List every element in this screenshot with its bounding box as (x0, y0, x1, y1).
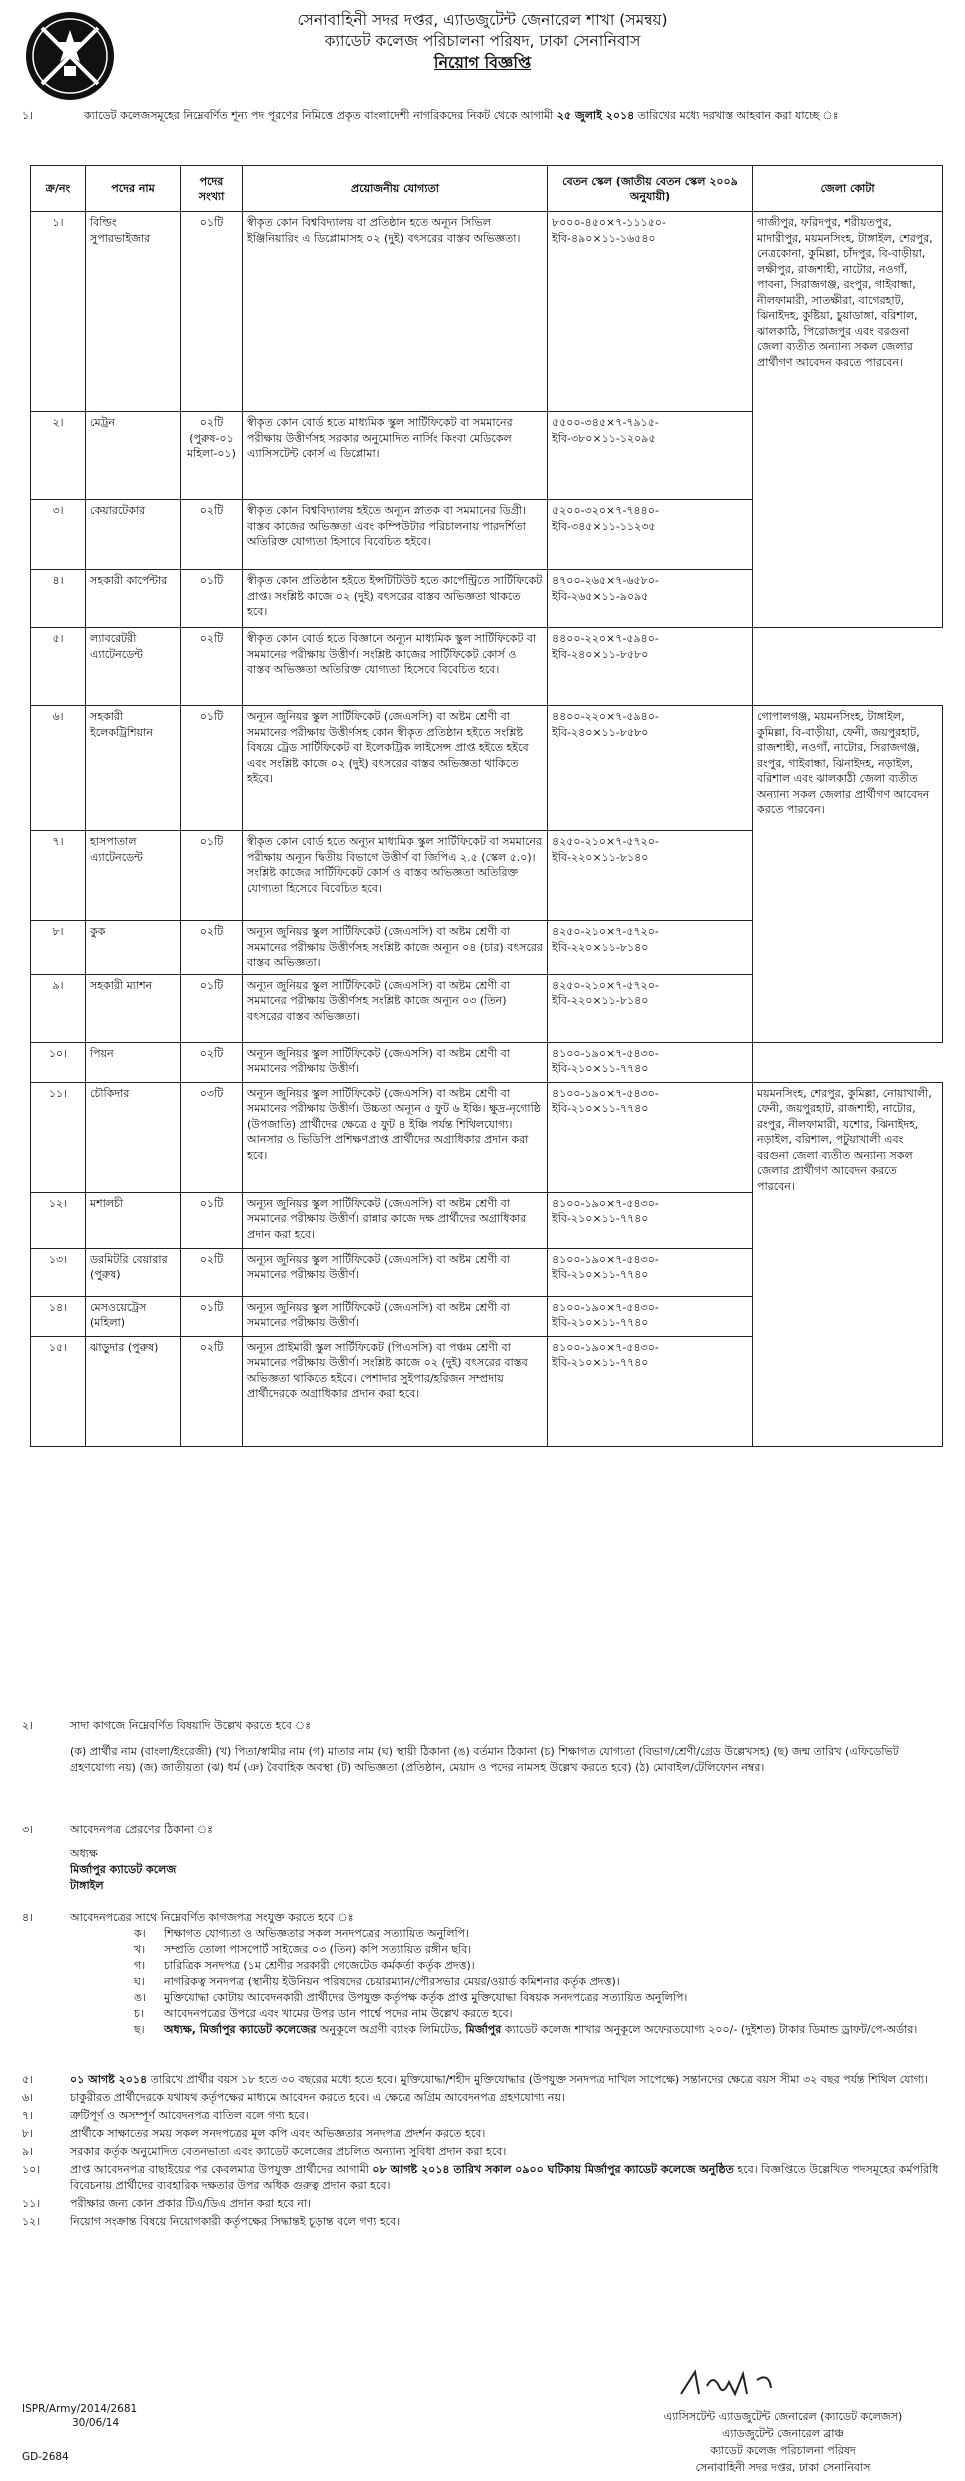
pay-scale-cell: ৫২০০-৩২০×৭-৭৪৪০-ইবি-৩৪৫×১১-১১২৩৫ (548, 500, 753, 570)
post-name-cell: ঝাড়ুদার (পুরুষ) (86, 1336, 181, 1446)
rule-pre-text: পরীক্ষার জন্য কোন প্রকার টিএ/ডিএ প্রদান করা হবে না। (70, 2197, 311, 2210)
rule-text (70, 2196, 945, 2212)
list-item-key: ঘ। (134, 1975, 145, 1988)
rule-text (70, 2214, 945, 2230)
pay-scale-cell: ৪২৫০-২১০×৭-৫৭২০-ইবি-২২০×১১-৮১৪০ (548, 831, 753, 921)
serial-cell: ৭। (31, 831, 86, 921)
rule-pre-text: চাকুরীরত প্রার্থীদেরকে যথাযথ কর্তৃপক্ষের মাধ্যমে আবেদন করতে হবে। এ ক্ষেত্রে অগ্রিম আবেদনপত্র গ্রহণযোগ্য নয়। (70, 2091, 565, 2104)
rule-text (70, 2072, 945, 2088)
table-row (31, 706, 943, 831)
intro-text-a: ক্যাডেট কলেজসমূহের নিম্নেবর্ণিত শূন্য পদ পূরণের নিমিত্তে প্রকৃত বাংলাদেশী নাগরিকদের নিকট থেকে আগামী (84, 109, 557, 122)
header-serial: ক্র/নং (31, 166, 86, 212)
post-count-cell: ০১টি (181, 831, 243, 921)
list-item-key: ছ। (134, 2023, 145, 2036)
header-post-name: পদের নাম (86, 166, 181, 212)
vacancy-table (30, 165, 943, 1447)
list-item-text: শিক্ষাগত যোগ্যতা ও অভিজ্ঞতার সকল সনদপত্রের সত্যায়িত অনুলিপি। (164, 1927, 470, 1940)
post-name-cell: পিয়ন (86, 1042, 181, 1082)
post-count-cell: ০২টি (181, 921, 243, 975)
intro-text-b: তারিখের মধ্যে দরখাস্ত আহবান করা যাচ্ছে ঃ (634, 109, 839, 122)
bank-branch: মির্জাপুর (465, 2023, 502, 2036)
post-name-cell: কেয়ারটেকার (86, 500, 181, 570)
rule-bold-text: ০১ আগষ্ট ২০১৪ (70, 2073, 148, 2086)
post-name-cell: চৌকিদার (86, 1082, 181, 1192)
serial-cell: ৬। (31, 706, 86, 831)
signatory-line-1: এ্যাসিসটেন্ট এ্যাডজুটেন্ট জেনারেল (ক্যাডেট কলেজস) (663, 2410, 903, 2423)
rule-bold-text: ০৮ আগষ্ট ২০১৪ তারিখ সকাল ০৯০০ ঘটিকায় মির্জাপুর ক্যাডেট কলেজে অনুষ্ঠিত (372, 2163, 734, 2176)
intro-deadline: ২৫ জুলাই ২০১৪ (556, 109, 635, 122)
post-name-cell: ল্যাবরেটরী এ্যাটেনডেন্ট (86, 628, 181, 706)
rule-number: ৮। (22, 2127, 34, 2140)
post-count-cell: ০১টি (181, 1192, 243, 1248)
post-name-cell: ডরমিটরি বেয়ারার (পুরুষ) (86, 1248, 181, 1296)
post-name-cell: কুক (86, 921, 181, 975)
table-row (31, 1082, 943, 1192)
serial-cell: ১। (31, 212, 86, 412)
serial-cell: ১৩। (31, 1248, 86, 1296)
serial-cell: ১৫। (31, 1336, 86, 1446)
rule-text (70, 2108, 945, 2124)
gd-code: GD-2684 (22, 2451, 69, 2463)
organization-title (0, 10, 965, 74)
rule-text (70, 2090, 945, 2106)
rule-number: ৭। (22, 2109, 34, 2122)
post-count-cell: ০২টি (181, 628, 243, 706)
list-item-text: নাগরিকত্ব সনদপত্র (স্থানীয় ইউনিয়ন পরিষদের চেয়ারম্যান/পৌরসভার মেয়র/ওয়ার্ড কমিশনার কর্তৃক প্রদত্ত)। (164, 1975, 620, 1988)
post-name-cell: বিল্ডিং সুপারভাইজার (86, 212, 181, 412)
section-2-text: সাদা কাগজে নিম্নেবর্ণিত বিষয়াদি উল্লেখ করতে হবে ঃ (70, 1719, 312, 1732)
district-quota-cell: ময়মনসিংহ, শেরপুর, কুমিল্লা, নোয়াখালী, ফেনী, জয়পুরহাট, রাজশাহী, নাটোর, রংপুর, নীলফামারী, যশোর, ঝিনাইদহ, নড়াইল, বরিশাল, পটুয়াখালী এবং বরগুনা জেলা ব্যতীত অন্যান্য সকল জেলার প্রার্থীগণ আবেদন করতে পারবেন। (753, 1082, 943, 1446)
pay-scale-cell: ৪১০০-১৯০×৭-৫৪৩০-ইবি-২১০×১১-৭৭৪০ (548, 1082, 753, 1192)
rule-item (22, 2214, 945, 2230)
rule-item (22, 2196, 945, 2212)
pay-scale-cell: ৫৫০০-৩৪৫×৭-৭৯১৫-ইবি-৩৮০×১১-১২০৯৫ (548, 412, 753, 500)
post-count-cell: ০২টি (181, 1042, 243, 1082)
post-count-cell: ০১টি (181, 212, 243, 412)
table-row (31, 1042, 943, 1082)
pay-scale-cell: ৪২৫০-২১০×৭-৫৭২০-ইবি-২২০×১১-৮১৪০ (548, 921, 753, 975)
section-2 (22, 1718, 945, 1776)
header-post-count: পদের সংখ্যা (181, 166, 243, 212)
post-count-cell: ০১টি (181, 570, 243, 628)
rules-section (22, 2072, 945, 2232)
address-line-3: টাঙ্গাইল (70, 1879, 104, 1892)
rule-post-text: তারিখে প্রার্থীর বয়স ১৮ হতে ৩০ বছরের মধ্যে হতে হবে। মুক্তিযোদ্ধা/শহীদ মুক্তিযোদ্ধার (উপযুক্ত সনদপত্র দাখিল সাপেক্ষে) সন্তানদের ক্ষেত্রে বয়স সীমা ৩২ বছর পর্যন্ত শিথিল যোগ্য। (147, 2073, 928, 2086)
rule-pre-text: সরকার কর্তৃক অনুমোদিত বেতনভাতা এবং ক্যাডেট কলেজের প্রচলিত অন্যান্য সুবিধা প্রদান করা হবে। (70, 2145, 507, 2158)
list-item (134, 1974, 945, 1990)
post-name-cell: হাসপাতাল এ্যাটেনডেন্ট (86, 831, 181, 921)
pay-scale-cell: ৪১০০-১৯০×৭-৫৪৩০-ইবি-২১০×১১-৭৭৪০ (548, 1248, 753, 1296)
table-header-row (31, 166, 943, 212)
address-line-1: অধ্যক্ষ (70, 1847, 98, 1860)
pay-scale-cell: ৪২৫০-২১০×৭-৫৭২০-ইবি-২২০×১১-৮১৪০ (548, 974, 753, 1042)
rule-item (22, 2108, 945, 2124)
rule-item (22, 2072, 945, 2088)
notice-title: নিয়োগ বিজ্ঞপ্তি (433, 53, 532, 72)
pay-scale-cell: ৪১০০-১৯০×৭-৫৪৩০-ইবি-২১০×১১-৭৭৪০ (548, 1042, 753, 1082)
rule-item (22, 2162, 945, 2194)
qualification-cell: অন্যূন জুনিয়র স্কুল সার্টিফিকেট (জেএসসি) বা অষ্টম শ্রেণী বা সমমানের পরীক্ষায় উত্তীর্ণ। (243, 1296, 548, 1336)
serial-cell: ৫। (31, 628, 86, 706)
qualification-cell: অন্যূন জুনিয়র স্কুল সার্টিফিকেট (জেএসসি) বা অষ্টম শ্রেণী বা সমমানের পরীক্ষায় উত্তীর্ণ। উচ্চতা অন্যূন ৫ ফুট ৬ ইঞ্চি। ক্ষুদ্র-নৃগোষ্ঠি (উপজাতি) প্রার্থীদের ক্ষেত্রে ৫ ফুট ৪ ইঞ্চি পর্যন্ত শিথিলযোগ্য। আনসার ও ভিডিপি প্রশিক্ষণপ্রাপ্ত প্রার্থীদের অগ্রাধিকার প্রদান করা হবে। (243, 1082, 548, 1192)
list-item (134, 2006, 945, 2022)
signature-mark (623, 2360, 943, 2408)
address-line-2: মির্জাপুর ক্যাডেট কলেজ (70, 1863, 177, 1876)
document-list (134, 1926, 945, 2022)
qualification-cell: স্বীকৃত কোন বোর্ড হতে বিজ্ঞানে অন্যূন মাধ্যমিক স্কুল সার্টিফিকেট বা সমমানের পরীক্ষায় উত্তীর্ণ। সংশ্লিষ্ট কাজের সার্টিফিকেট কোর্স ও বাস্তব অভিজ্ঞতা অতিরিক্ত যোগ্যতা হিসেবে বিবেচিত হবে। (243, 628, 548, 706)
bank-text: অনুকূলে অগ্রণী ব্যাংক লিমিটেড, (316, 2023, 466, 2036)
qualification-cell: স্বীকৃত কোন বোর্ড হতে অন্যূন মাধ্যমিক স্কুল সার্টিফিকেট বা সমমানের পরীক্ষায় অন্যূন দ্বিতীয় বিভাগে উত্তীর্ণ বা জিপিএ ২.৫ (স্কেল ৫.০)। সংশ্লিষ্ট কাজের সার্টিফিকেট কোর্স ও বাস্তব অভিজ্ঞতা অতিরিক্ত যোগ্যতা হিসেবে বিবেচিত হবে। (243, 831, 548, 921)
rule-item (22, 2144, 945, 2160)
list-item-key: গ। (134, 1959, 146, 1972)
payee-name: অধ্যক্ষ, মির্জাপুর ক্যাডেট কলেজের (164, 2023, 317, 2036)
header-line-2: ক্যাডেট কলেজ পরিচালনা পরিষদ, ঢাকা সেনানিবাস (324, 32, 641, 50)
pay-scale-cell: ৪১০০-১৯০×৭-৫৪৩০-ইবি-২১০×১১-৭৭৪০ (548, 1296, 753, 1336)
qualification-cell: অন্যূন প্রাইমারী স্কুল সার্টিফিকেট (পিএসসি) বা পঞ্চম শ্রেণী বা সমমানের পরীক্ষায় উত্তীর্ণ। সংশ্লিষ্ট কাজে ০২ (দুই) বৎসরের বাস্তব অভিজ্ঞতা থাকিতে হইবে। পেশাদার সুইপার/হরিজন সম্প্রদায় প্রার্থীদেরকে অগ্রাধিকার প্রদান করা হবে। (243, 1336, 548, 1446)
rule-pre-text: প্রার্থীকে সাক্ষাতের সময় সকল সনদপত্রের মূল কপি এবং অভিজ্ঞতার সনদপত্র প্রদর্শন করতে হবে। (70, 2127, 486, 2140)
qualification-cell: স্বীকৃত কোন বিশ্ববিদ্যালয় বা প্রতিষ্ঠান হতে অন্যূন সিভিল ইঞ্জিনিয়ারিং এ ডিপ্লোমাসহ ০২ (দুই) বৎসরের বাস্তব অভিজ্ঞতা। (243, 212, 548, 412)
serial-cell: ৩। (31, 500, 86, 570)
list-item (134, 1958, 945, 1974)
qualification-cell: স্বীকৃত কোন বোর্ড হতে মাধ্যমিক স্কুল সার্টিফিকেট বা সমমানের পরীক্ষায় উত্তীর্ণসহ সরকার অনুমোদিত নার্সিং কিংবা মেডিকেল এ্যাসিসটেন্ট কোর্স এ ডিপ্লোমা। (243, 412, 548, 500)
header (0, 0, 965, 122)
post-count-cell: ০১টি (181, 974, 243, 1042)
section-3-text: আবেদনপত্র প্রেরণের ঠিকানা ঃ (70, 1823, 213, 1836)
rule-pre-text: নিয়োগ সংক্রান্ত বিষয়ে নিয়োগকারী কর্তৃপক্ষের সিদ্ধান্তই চূড়ান্ত বলে গণ্য হবে। (70, 2215, 401, 2228)
qualification-cell: অন্যূন জুনিয়র স্কুল সার্টিফিকেট (জেএসসি) বা অষ্টম শ্রেণী বা সমমানের পরীক্ষায় উত্তীর্ণসহ সংশ্লিষ্ট কাজে অন্যূন ০৩ (তিন) বৎসরের বাস্তব অভিজ্ঞতা। (243, 974, 548, 1042)
header-line-1: সেনাবাহিনী সদর দপ্তর, এ্যাডজুটেন্ট জেনারেল শাখা (সমন্বয়) (297, 11, 668, 29)
serial-cell: ৯। (31, 974, 86, 1042)
post-count-cell: ০২টি (181, 1336, 243, 1446)
header-pay-scale: বেতন স্কেল (জাতীয় বেতন স্কেল ২০০৯ অনুযায়ী) (548, 166, 753, 212)
rule-text (70, 2144, 945, 2160)
list-item (134, 1926, 945, 1942)
rule-number: ৯। (22, 2145, 34, 2158)
post-count-cell: ০১টি (181, 706, 243, 831)
serial-cell: ১৪। (31, 1296, 86, 1336)
signatory-line-4: সেনাবাহিনী সদর দপ্তর, ঢাকা সেনানিবাস (695, 2461, 871, 2474)
list-item-text: সম্প্রতি তোলা পাসপোর্ট সাইজের ০৩ (তিন) কপি সত্যায়িত রঙ্গীন ছবি। (164, 1943, 472, 1956)
rule-text (70, 2162, 945, 2194)
intro-number: ১। (22, 109, 34, 122)
serial-cell: ১১। (31, 1082, 86, 1192)
list-item-text: মুক্তিযোদ্ধা কোটায় আবেদনকারী প্রার্থীদের উপযুক্ত কর্তৃপক্ষ কর্তৃক প্রাপ্ত মুক্তিযোদ্ধা বিষয়ক সনদপত্রের সত্যায়িত অনুলিপি। (164, 1991, 688, 2004)
section-3 (22, 1822, 945, 1894)
list-item-text: আবেদনপত্রের উপরে এবং খামের উপর ডান পার্শ্বে পদের নাম উল্লেখ করতে হবে। (164, 2007, 513, 2020)
rule-pre-text: প্রাপ্ত আবেদনপত্র বাছাইয়ের পর কেবলমাত্র উপযুক্ত প্রার্থীদের আগামী (70, 2163, 373, 2176)
signatory-line-3: ক্যাডেট কলেজ পরিচালনা পরিষদ (710, 2444, 856, 2457)
serial-cell: ১২। (31, 1192, 86, 1248)
pay-scale-cell: ৪৪০০-২২০×৭-৫৯৪০-ইবি-২৪০×১১-৮৫৮০ (548, 706, 753, 831)
rule-number: ১০। (22, 2163, 41, 2176)
post-name-cell: মশালচী (86, 1192, 181, 1248)
reference-date: 30/06/14 (72, 2417, 120, 2429)
list-item (134, 1942, 945, 1958)
section-3-number: ৩। (22, 1823, 34, 1836)
qualification-cell: অন্যূন জুনিয়র স্কুল সার্টিফিকেট (জেএসসি) বা অষ্টম শ্রেণী বা সমমানের পরীক্ষায় উত্তীর্ণ। (243, 1042, 548, 1082)
section-4 (22, 1910, 945, 2038)
rule-number: ১২। (22, 2215, 41, 2228)
draft-text: ক্যাডেট কলেজ শাখার অনুকূলে অফেরতযোগ্য ২০০/- (দুইশত) টাকার ডিমান্ড ড্রাফট/পে-অর্ডার। (501, 2023, 918, 2036)
post-count-cell: ০২টি (181, 500, 243, 570)
qualification-cell: স্বীকৃত কোন প্রতিষ্ঠান হইতে ইন্সটিটিউট হতে কার্পেন্ট্রিতে সার্টিফিকেট প্রাপ্ত। সংশ্লিষ্ট কাজে ০২ (দুই) বৎসরের বাস্তব অভিজ্ঞতা থাকতে হবে। (243, 570, 548, 628)
qualification-cell: অন্যূন জুনিয়র স্কুল সার্টিফিকেট (জেএসসি) বা অষ্টম শ্রেণী বা সমমানের পরীক্ষায় উত্তীর্ণ। রান্নার কাজে দক্ষ প্রার্থীদের অগ্রাধিকার প্রদান করা হবে। (243, 1192, 548, 1248)
qualification-cell: অন্যূন জুনিয়র স্কুল সার্টিফিকেট (জেএসসি) বা অষ্টম শ্রেণী বা সমমানের পরীক্ষায় উত্তীর্ণসহ সংশ্লিষ্ট কাজে অন্যূন ০৪ (চার) বৎসরের বাস্তব অভিজ্ঞতা। (243, 921, 548, 975)
rule-item (22, 2126, 945, 2142)
serial-cell: ২। (31, 412, 86, 500)
pay-scale-cell: ৮০০০-৪৫০×৭-১১১৫০-ইবি-৪৯০×১১-১৬৫৪০ (548, 212, 753, 412)
rule-pre-text: ত্রুটিপূর্ণ ও অসম্পূর্ণ আবেদনপত্র বাতিল বলে গণ্য হবে। (70, 2109, 309, 2122)
section-2-number: ২। (22, 1719, 34, 1732)
post-name-cell: সহকারী কার্পেন্টার (86, 570, 181, 628)
rule-post-text: হবে। বিজ্ঞপ্তিতে উল্লেখিত পদসমূহের কর্মপরিধি বিবেচনায় প্রার্থীদের ব্যবহারিক দক্ষতার উপর অধিক গুরুত্ব প্রদান করা হবে। (70, 2163, 939, 2192)
district-quota-cell: গোপালগঞ্জ, ময়মনসিংহ, টাঙ্গাইল, কুমিল্লা, বি-বাড়ীয়া, ফেনী, জয়পুরহাট, রাজশাহী, নওগাঁ, নাটোর, সিরাজগঞ্জ, রংপুর, গাইবান্ধা, ঝিনাইদহ, নড়াইল, বরিশাল এবং ঝালকাঠী জেলা ব্যতীত অন্যান্য সকল জেলার প্রার্থীগণ আবেদন করতে পারবেন। (753, 706, 943, 1043)
post-count-cell: ০১টি (181, 1296, 243, 1336)
signature-scribble-icon (673, 2364, 793, 2404)
district-quota-cell: গাজীপুর, ফরিদপুর, শরীয়তপুর, মাদারীপুর, ময়মনসিংহ, টাঙ্গাইল, শেরপুর, নেত্রকোনা, কুমিল্লা, চাঁদপুর, বি-বাড়ীয়া, লক্ষীপুর, রাজশাহী, নাটোর, নওগাঁ, পাবনা, সিরাজগঞ্জ, রংপুর, গাইবান্ধা, নীলফামারী, সাতক্ষীরা, বাগেরহাট, ঝিনাইদহ, কুষ্টিয়া, চুয়াডাঙ্গা, বরিশাল, ঝালকাঠি, পিরোজপুর এবং বরগুনা জেলা ব্যতীত অন্যান্য সকল জেলার প্রার্থীগণ আবেদন করতে পারবেন। (753, 212, 943, 628)
post-name-cell: মেট্রন (86, 412, 181, 500)
qualification-cell: অন্যূন জুনিয়র স্কুল সার্টিফিকেট (জেএসসি) বা অষ্টম শ্রেণী বা সমমানের পরীক্ষায় উত্তীর্ণসহ কোন স্বীকৃত প্রতিষ্ঠান হইতে সংশ্লিষ্ট বিষয়ে ট্রেড সার্টিফিকেট বা ইলেকট্রিক লাইসেন্স প্রাপ্ত হইতে হইবে এবং সংশ্লিষ্ট কাজে ০২ (দুই) বৎসরের বাস্তব অভিজ্ঞতা থাকিতে হইবে। (243, 706, 548, 831)
list-item-key: ক। (134, 1927, 146, 1940)
list-item-key: খ। (134, 1943, 146, 1956)
post-count-cell: ০২টি (পুরুষ-০১ মহিলা-০১) (181, 412, 243, 500)
list-item (134, 2022, 945, 2038)
signatory-line-2: এ্যাডজুটেন্ট জেনারেল ব্রাঞ্চ (721, 2427, 845, 2440)
rule-number: ১১। (22, 2197, 41, 2210)
post-count-cell: ০৩টি (181, 1082, 243, 1192)
list-item-key: চ। (134, 2007, 144, 2020)
post-name-cell: সহকারী ইলেকট্রিশিয়ান (86, 706, 181, 831)
post-name-cell: সহকারী ম্যাশন (86, 974, 181, 1042)
pay-scale-cell: ৪১০০-১৯০×৭-৫৪৩০-ইবি-২১০×১১-৭৭৪০ (548, 1336, 753, 1446)
post-count-cell: ০২টি (181, 1248, 243, 1296)
list-item-text: চারিত্রিক সনদপত্র (১ম শ্রেণীর সরকারী গেজেটেড কর্মকর্তা কর্তৃক প্রদত্ত)। (164, 1959, 475, 1972)
signature-block (623, 2360, 943, 2476)
section-2-detail: (ক) প্রার্থীর নাম (বাংলা/ইংরেজী) (খ) পিতা/স্বামীর নাম (গ) মাতার নাম (ঘ) স্থায়ী ঠিকানা (ঙ) বর্তমান ঠিকানা (চ) শিক্ষাগত যোগ্যতা (বিভাগ/শ্রেণী/গ্রেড উল্লেখসহ) (ছ) জন্ম তারিখ (এফিডেভিট গ্রহণযোগ্য নয়) (জ) জাতীয়তা (ঝ) ধর্ম (ঞ) বৈবাহিক অবস্থা (ট) অভিজ্ঞতা (প্রতিষ্ঠান, মেয়াদ ও পদের নামসহ উল্লেখ করতে হবে) (ঠ) মোবাইল/টেলিফোন নম্বর। (70, 1745, 899, 1774)
list-item-key: ঙ। (134, 1991, 147, 2004)
post-name-cell: মেসওয়েট্রেস (মহিলা) (86, 1296, 181, 1336)
rule-number: ৫। (22, 2073, 34, 2086)
pay-scale-cell: ৪৪০০-২২০×৭-৫৯৪০-ইবি-২৪০×১১-৮৫৮০ (548, 628, 753, 706)
header-qualification: প্রয়োজনীয় যোগ্যতা (243, 166, 548, 212)
serial-cell: ৪। (31, 570, 86, 628)
serial-cell: ৮। (31, 921, 86, 975)
pay-scale-cell: ৪৭০০-২৬৫×৭-৬৫৮০-ইবি-২৬৫×১১-৯০৯৫ (548, 570, 753, 628)
rule-item (22, 2090, 945, 2106)
table-row (31, 212, 943, 412)
header-district-quota: জেলা কোটা (753, 166, 943, 212)
qualification-cell: অন্যূন জুনিয়র স্কুল সার্টিফিকেট (জেএসসি) বা অষ্টম শ্রেণী বা সমমানের পরীক্ষায় উত্তীর্ণ। (243, 1248, 548, 1296)
table-row (31, 628, 943, 706)
serial-cell: ১০। (31, 1042, 86, 1082)
reference (22, 2402, 137, 2430)
section-4-number: ৪। (22, 1911, 34, 1924)
section-4-text: আবেদনপত্রের সাথে নিম্নেবর্ণিত কাগজপত্র সংযুক্ত করতে হবে ঃ (70, 1911, 354, 1924)
reference-number: ISPR/Army/2014/2681 (22, 2403, 138, 2415)
pay-scale-cell: ৪১০০-১৯০×৭-৫৪৩০-ইবি-২১০×১১-৭৭৪০ (548, 1192, 753, 1248)
list-item (134, 1990, 945, 2006)
document-list-last (134, 2022, 945, 2038)
intro-paragraph (22, 107, 945, 124)
rule-number: ৬। (22, 2091, 34, 2104)
qualification-cell: স্বীকৃত কোন বিশ্ববিদ্যালয় হইতে অন্যূন স্নাতক বা সমমানের ডিগ্রী। বাস্তব কাজের অভিজ্ঞতা এবং কম্পিউটার পরিচালনায় পারদর্শিতা অতিরিক্ত যোগ্যতা হিসাবে বিবেচিত হইবে। (243, 500, 548, 570)
rule-text (70, 2126, 945, 2142)
